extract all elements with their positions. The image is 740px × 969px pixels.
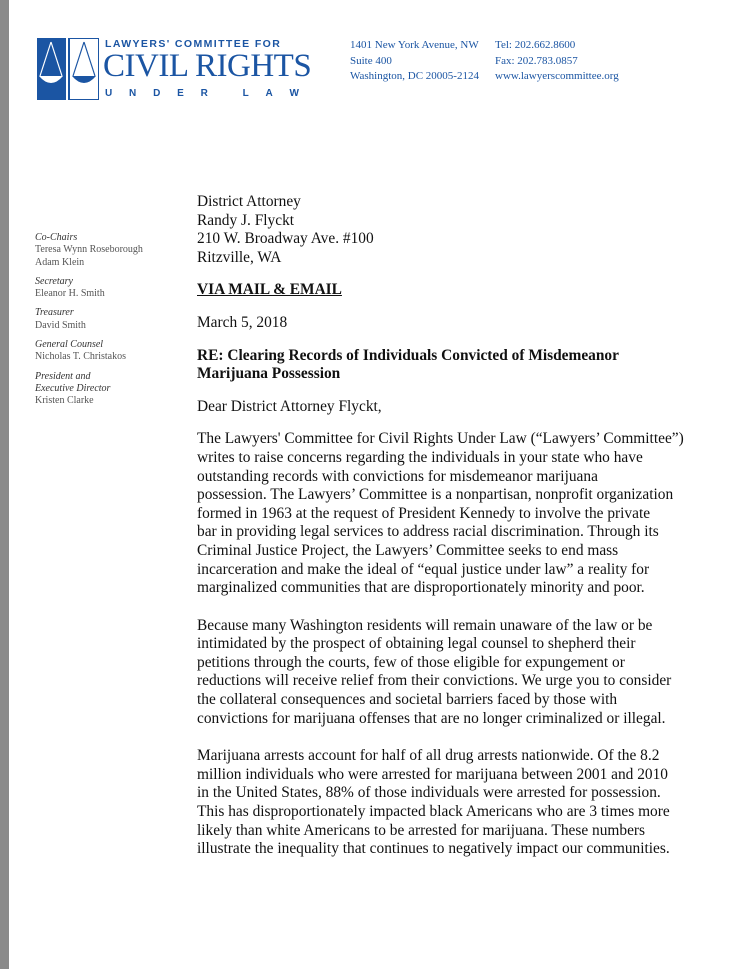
paragraph	[197, 617, 727, 729]
paragraph-line: convictions for marijuana offenses that are no longer criminalized or illegal.	[197, 709, 666, 727]
salutation: Dear District Attorney Flyckt,	[197, 397, 382, 415]
paragraph-line: Marijuana arrests account for half of all drug arrests nationwide. Of the 8.2	[197, 747, 660, 765]
website: www.lawyerscommittee.org	[495, 70, 619, 82]
board-role: General Counsel	[35, 339, 104, 351]
board-sidebar	[35, 232, 143, 415]
board-group	[35, 307, 143, 332]
recipient-block	[197, 193, 727, 267]
recipient-line: District Attorney	[197, 193, 301, 210]
paragraph-line: incarceration and make the ideal of “equal justice under law” a reality for	[197, 560, 650, 578]
board-role: Secretary	[35, 275, 73, 287]
paragraph-line: writes to raise concerns regarding the individuals in your state who have	[197, 448, 643, 466]
logo-letter: N	[129, 88, 137, 99]
paragraph-line: Criminal Justice Project, the Lawyers’ Committee seeks to end mass	[197, 541, 619, 559]
phone: Tel: 202.662.8600	[495, 39, 576, 51]
delivery-method: VIA MAIL & EMAIL	[197, 281, 342, 299]
logo-letter: D	[153, 88, 161, 99]
logo-letter: U	[105, 88, 113, 99]
board-role: Co-Chairs	[35, 232, 78, 243]
paragraph-line: outstanding records with convictions for misdemeanor marijuana	[197, 467, 598, 485]
board-name: Eleanor H. Smith	[35, 288, 105, 300]
paragraph-line: intimidated by the prospect of obtaining legal counsel to shepherd their	[197, 635, 636, 653]
recipient-line: Randy J. Flyckt	[197, 211, 295, 229]
paragraph-line: likely than white Americans to be arrested for marijuana. These numbers	[197, 821, 646, 839]
organization-logo	[37, 38, 312, 108]
paragraph-line: Because many Washington residents will remain unaware of the law or be	[197, 616, 653, 634]
paragraph-line: reductions will receive relief from their convictions. We urge you to consider	[197, 672, 672, 690]
paragraph-line: million individuals who were arrested for marijuana between 2001 and 2010	[197, 765, 668, 783]
logo-letter: L	[242, 88, 249, 99]
board-group	[35, 232, 143, 269]
address-line: Washington, DC 20005-2124	[350, 70, 479, 82]
logo-line-2: CIVIL RIGHTS	[103, 48, 312, 84]
paragraph	[197, 430, 727, 597]
fax: Fax: 202.783.0857	[495, 54, 578, 67]
paragraph-line: petitions through the courts, few of those eligible for expungement or	[197, 653, 625, 671]
logo-letter: E	[177, 88, 184, 99]
letterhead-address	[350, 38, 479, 85]
logo-letter: A	[265, 88, 273, 99]
paragraph-line: The Lawyers' Committee for Civil Rights Under Law (“Lawyers’ Committee”)	[197, 430, 684, 448]
logo-letter: R	[200, 88, 208, 99]
paragraph-line: This has disproportionately impacted black Americans who are 3 times more	[197, 803, 670, 821]
logo-line-3	[105, 88, 299, 99]
subject-text: Marijuana Possession	[197, 365, 341, 383]
paragraphs	[197, 430, 727, 858]
board-role: President and	[35, 370, 91, 382]
subject-text: RE: Clearing Records of Individuals Convicted of Misdemeanor	[197, 346, 619, 364]
board-name: Kristen Clarke	[35, 395, 94, 407]
board-name: Teresa Wynn Roseborough	[35, 244, 143, 256]
paragraph	[197, 747, 727, 859]
subject-line	[197, 347, 727, 384]
paragraph-line: illustrate the inequality that continues to negatively impact our communities.	[197, 840, 670, 858]
board-group	[35, 276, 143, 301]
left-page-edge	[0, 0, 9, 969]
address-line: Suite 400	[350, 54, 392, 67]
recipient-line: Ritzville, WA	[197, 248, 282, 266]
board-name: David Smith	[35, 319, 86, 331]
paragraph-line: the collateral consequences and societal barriers faced by those with	[197, 691, 618, 709]
paragraph-line: formed in 1963 at the request of President Kennedy to involve the private	[197, 504, 651, 522]
board-group	[35, 339, 143, 364]
letterhead-contact	[495, 38, 619, 85]
logo-line-1: LAWYERS' COMMITTEE FOR	[105, 38, 282, 50]
board-group	[35, 371, 143, 408]
letter-date: March 5, 2018	[197, 313, 288, 331]
paragraph-line: marginalized communities that are disproportionately minority and poor.	[197, 579, 645, 597]
scales-of-justice-icon	[37, 38, 99, 100]
board-role: Executive Director	[35, 382, 111, 394]
paragraph-line: possession. The Lawyers’ Committee is a nonpartisan, nonprofit organization	[197, 486, 674, 504]
recipient-line: 210 W. Broadway Ave. #100	[197, 230, 374, 248]
paragraph-line: in the United States, 88% of those individuals were arrested for possession.	[197, 784, 661, 802]
paragraph-line: bar in providing legal services to address racial discrimination. Through its	[197, 523, 659, 541]
logo-letter: W	[289, 88, 299, 99]
address-line: 1401 New York Avenue, NW	[350, 39, 479, 51]
board-role: Treasurer	[35, 307, 74, 319]
board-name: Nicholas T. Christakos	[35, 351, 127, 363]
board-name: Adam Klein	[35, 256, 85, 268]
letter-body	[197, 193, 727, 859]
